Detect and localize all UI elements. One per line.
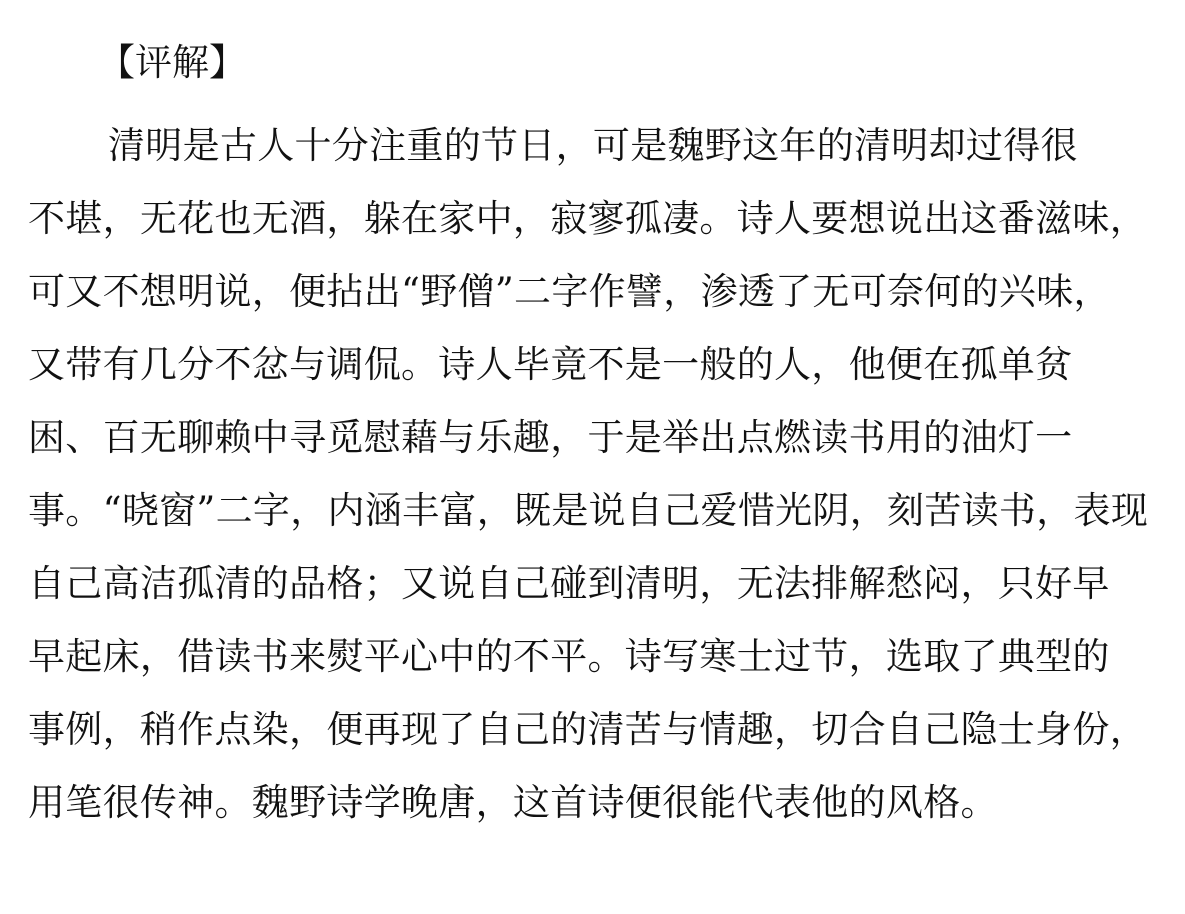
paragraph-line-6: 事。“晓窗”二字，内涵丰富，既是说自己爱惜光阴，刻苦读书，表现 (28, 489, 1149, 532)
paragraph-line-10: 用笔很传神。魏野诗学晚唐，这首诗便很能代表他的风格。 (28, 781, 998, 824)
paragraph-line-7: 自己高洁孤清的品格；又说自己碰到清明，无法排解愁闷，只好早 (28, 562, 1110, 605)
paragraph-line-8: 早起床，借读书来熨平心中的不平。诗写寒士过节，选取了典型的 (28, 635, 1110, 678)
paragraph-line-9: 事例，稍作点染，便再现了自己的清苦与情趣，切合自己隐士身份， (28, 708, 1147, 751)
paragraph-line-1: 清明是古人十分注重的节日，可是魏野这年的清明却过得很 (108, 124, 1078, 167)
section-heading: 【评解】 (98, 41, 246, 84)
paragraph-line-5: 困、百无聊赖中寻觅慰藉与乐趣，于是举出点燃读书用的油灯一 (28, 416, 1073, 459)
paragraph-line-3: 可又不想明说，便拈出“野僧”二字作譬，渗透了无可奈何的兴味， (28, 270, 1111, 313)
paragraph-line-2: 不堪，无花也无酒，躲在家中，寂寥孤凄。诗人要想说出这番滋味， (28, 197, 1147, 240)
paragraph-line-4: 又带有几分不忿与调侃。诗人毕竟不是一般的人，他便在孤单贫 (28, 343, 1073, 386)
